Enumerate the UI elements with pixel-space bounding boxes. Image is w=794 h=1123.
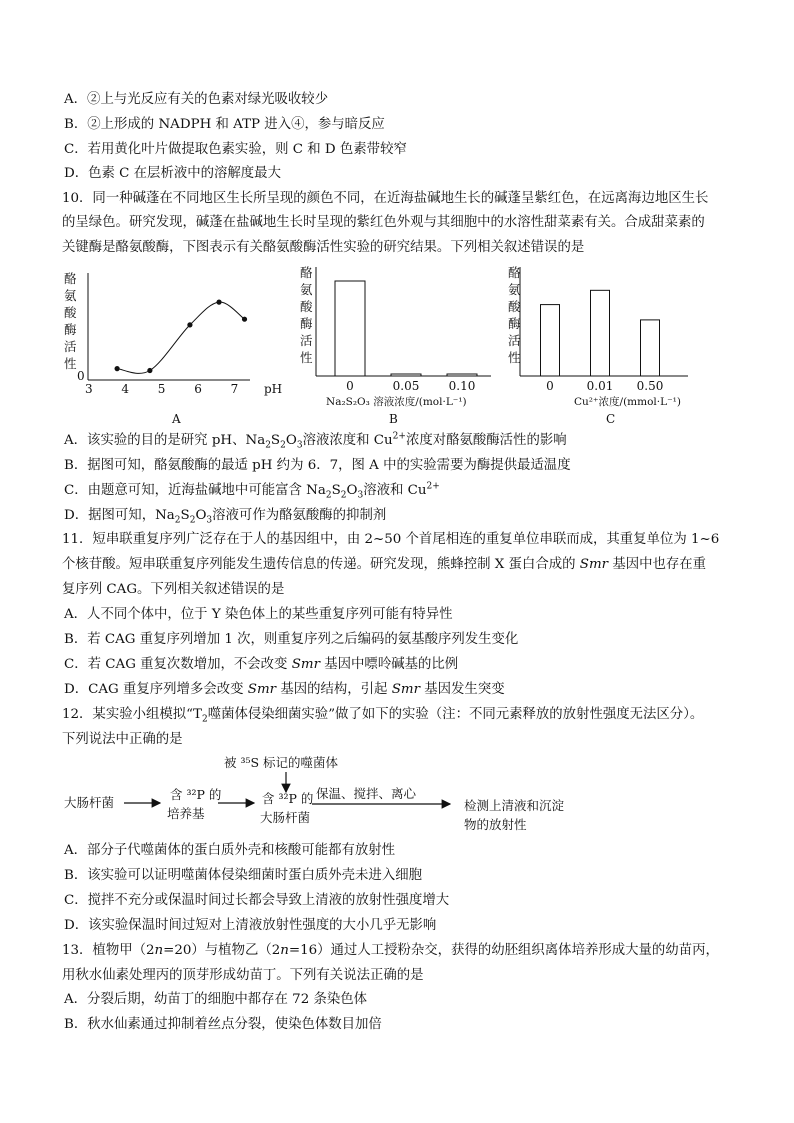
chart-b bbox=[296, 263, 511, 430]
chart-a-tick-label: 7 bbox=[230, 382, 239, 396]
chart-a-ylabel bbox=[64, 271, 77, 371]
ylabel-char: 酪 bbox=[64, 271, 77, 286]
bar-category-label: 0.01 bbox=[586, 379, 614, 393]
q11-option-c: C．若 CAG 重复次数增加，不会改变 Smr 基因中嘌呤碱基的比例 bbox=[64, 657, 459, 672]
ylabel-char: 酶 bbox=[64, 322, 77, 337]
chart-c-ylabel bbox=[508, 265, 521, 365]
bar-category-label: 0.10 bbox=[448, 379, 476, 393]
chart-b-ylabel bbox=[300, 265, 313, 365]
chart-a-point bbox=[242, 317, 247, 322]
q12-stem-line1: 12．某实验小组模拟“$T_2$噬菌体侵染细菌实验”做了如下的实验（注：不同元素释放的放射性强度无法区分）。 bbox=[62, 707, 704, 725]
q9-option-a: A．②上与光反应有关的色素对绿光吸收较少 bbox=[64, 92, 329, 107]
q10-option-d: D．据图可知，$Na_2S_2O_3$溶液可作为酪氨酸酶的抑制剂 bbox=[64, 508, 387, 526]
bar bbox=[541, 305, 560, 376]
chart-a-point bbox=[147, 368, 152, 373]
ylabel-char: 氨 bbox=[508, 282, 521, 297]
chart-a-tick-label: 5 bbox=[157, 382, 166, 396]
q10-stem-line3: 关键酶是酪氨酸酶，下图表示有关酪氨酸酶活性实验的研究结果。下列相关叙述错误的是 bbox=[62, 240, 585, 255]
flow-ecoli: 大肠杆菌 bbox=[64, 795, 115, 810]
ylabel-char: 氨 bbox=[64, 288, 77, 303]
chart-a-origin: 0 bbox=[77, 369, 85, 383]
q13-option-b: B．秋水仙素通过抑制着丝点分裂，使染色体数目加倍 bbox=[64, 1017, 382, 1032]
bar-category-label: 0 bbox=[346, 379, 354, 393]
q10-stem-line1: 10．同一种碱蓬在不同地区生长所呈现的颜色不同，在近海盐碱地生长的碱蓬呈紫红色，在远离海边地区生长 bbox=[62, 191, 709, 206]
q11-option-d: D．CAG 重复序列增多会改变 Smr 基因的结构，引起 Smr 基因发生突变 bbox=[64, 682, 505, 697]
ylabel-char: 活 bbox=[300, 333, 313, 348]
ylabel-char: 性 bbox=[64, 356, 77, 371]
chart-a-point bbox=[187, 322, 192, 327]
q9-option-c: C．若用黄化叶片做提取色素实验，则 C 和 D 色素带较窄 bbox=[64, 142, 407, 157]
q12-stem-line2: 下列说法中正确的是 bbox=[62, 732, 183, 747]
chart-a-tick-label: 6 bbox=[194, 382, 202, 396]
chart-a-point bbox=[115, 366, 120, 371]
flow-step-label: 保温、搅拌、离心 bbox=[316, 786, 417, 801]
bar bbox=[391, 374, 421, 376]
q12-option-d: D．该实验保温时间过短对上清液放射性强度的大小几乎无影响 bbox=[64, 918, 437, 933]
ylabel-char: 氨 bbox=[300, 282, 313, 297]
chart-a-xlabel: pH bbox=[264, 382, 283, 396]
q11-option-b: B．若 CAG 重复序列增加 1 次，则重复序列之后编码的氨基酸序列发生变化 bbox=[64, 632, 519, 647]
flow-bacteria-line2: 大肠杆菌 bbox=[260, 810, 311, 825]
flow-medium-line1: 含 ³²P 的 bbox=[170, 787, 222, 802]
q11-stem-line1: 11．短串联重复序列广泛存在于人的基因组中，由 2~50 个首尾相连的重复单位串联而成，其重复单位为 1~6 bbox=[62, 532, 720, 547]
bar bbox=[447, 374, 477, 376]
q10-stem-line2: 的呈绿色。研究发现，碱蓬在盐碱地生长时呈现的紫红色外观与其细胞中的水溶性甜菜素有关。合成甜菜素的 bbox=[62, 215, 705, 230]
q12-flow-diagram bbox=[62, 752, 622, 834]
ylabel-char: 活 bbox=[64, 339, 77, 354]
q11-option-a: A．人不同个体中，位于 Y 染色体上的某些重复序列可能有特异性 bbox=[64, 607, 453, 622]
bar bbox=[641, 320, 660, 376]
chart-a bbox=[60, 265, 290, 430]
chart-a-point bbox=[216, 300, 221, 305]
chart-a-tick-label: 3 bbox=[85, 382, 93, 396]
q13-option-a: A．分裂后期，幼苗丁的细胞中都存在 72 条染色体 bbox=[64, 992, 368, 1007]
flow-top-label: 被 ³⁵S 标记的噬菌体 bbox=[224, 755, 339, 770]
ylabel-char: 酸 bbox=[300, 299, 313, 314]
ylabel-char: 酶 bbox=[508, 316, 521, 331]
q10-option-b: B．据图可知，酪氨酸酶的最适 pH 约为 6．7，图 A 中的实验需要为酶提供最适温度 bbox=[64, 458, 571, 473]
chart-b-caption: B bbox=[389, 412, 398, 426]
q13-stem-line2: 用秋水仙素处理丙的顶芽形成幼苗丁。下列有关说法正确的是 bbox=[62, 968, 424, 983]
flow-bacteria-line1: 含 ³²P 的 bbox=[262, 791, 314, 806]
ylabel-char: 酪 bbox=[508, 265, 521, 280]
bar bbox=[591, 290, 610, 376]
chart-a-caption: A bbox=[172, 412, 181, 426]
q12-option-a: A．部分子代噬菌体的蛋白质外壳和核酸可能都有放射性 bbox=[64, 843, 396, 858]
ylabel-char: 酸 bbox=[508, 299, 521, 314]
ylabel-char: 酸 bbox=[64, 305, 77, 320]
chart-b-xlabel: Na₂S₂O₃ 溶液浓度/(mol·L⁻¹) bbox=[326, 396, 467, 408]
q12-option-c: C．搅拌不充分或保温时间过长都会导致上清液的放射性强度增大 bbox=[64, 893, 450, 908]
bar-category-label: 0.05 bbox=[392, 379, 420, 393]
chart-a-curve bbox=[117, 302, 244, 373]
ylabel-char: 酶 bbox=[300, 316, 313, 331]
ylabel-char: 酪 bbox=[300, 265, 313, 280]
q10-option-c: C．由题意可知，近海盐碱地中可能富含 $Na_2S_2O_3$溶液和 $Cu^{2+}$ bbox=[64, 481, 440, 501]
flow-medium-line2: 培养基 bbox=[167, 806, 205, 821]
q10-option-a: A．该实验的目的是研究 pH、$Na_2S_2O_3$溶液浓度和 $Cu^{2+}$浓度对酪氨酸酶活性的影响 bbox=[64, 431, 567, 451]
chart-c-caption: C bbox=[606, 412, 616, 426]
q11-stem-line2: 个核苷酸。短串联重复序列能发生遗传信息的传递。研究发现，熊蜂控制 X 蛋白合成的 Smr 基因中也存在重 bbox=[62, 557, 707, 572]
bar-category-label: 0.50 bbox=[636, 379, 664, 393]
flow-result-line2: 物的放射性 bbox=[464, 817, 527, 832]
flow-result-line1: 检测上清液和沉淀 bbox=[464, 798, 565, 813]
ylabel-char: 性 bbox=[508, 350, 521, 365]
q11-stem-line3: 复序列 CAG。下列相关叙述错误的是 bbox=[62, 582, 285, 597]
chart-c-xlabel: Cu²⁺浓度/(mmol·L⁻¹) bbox=[574, 396, 681, 408]
q9-option-b: B．②上形成的 NADPH 和 ATP 进入④，参与暗反应 bbox=[64, 117, 385, 132]
bar-category-label: 0 bbox=[546, 379, 554, 393]
chart-a-tick-label: 4 bbox=[121, 382, 130, 396]
ylabel-char: 性 bbox=[300, 350, 313, 365]
chart-c bbox=[506, 265, 706, 430]
bar bbox=[335, 281, 365, 376]
q9-option-d: D．色素 C 在层析液中的溶解度最大 bbox=[64, 166, 281, 181]
ylabel-char: 活 bbox=[508, 333, 521, 348]
q13-stem-line1: 13．植物甲（2n=20）与植物乙（2n=16）通过人工授粉杂交，获得的幼胚组织离体培养形成大量的幼苗丙， bbox=[62, 943, 719, 958]
q12-option-b: B．该实验可以证明噬菌体侵染细菌时蛋白质外壳未进入细胞 bbox=[64, 868, 422, 883]
